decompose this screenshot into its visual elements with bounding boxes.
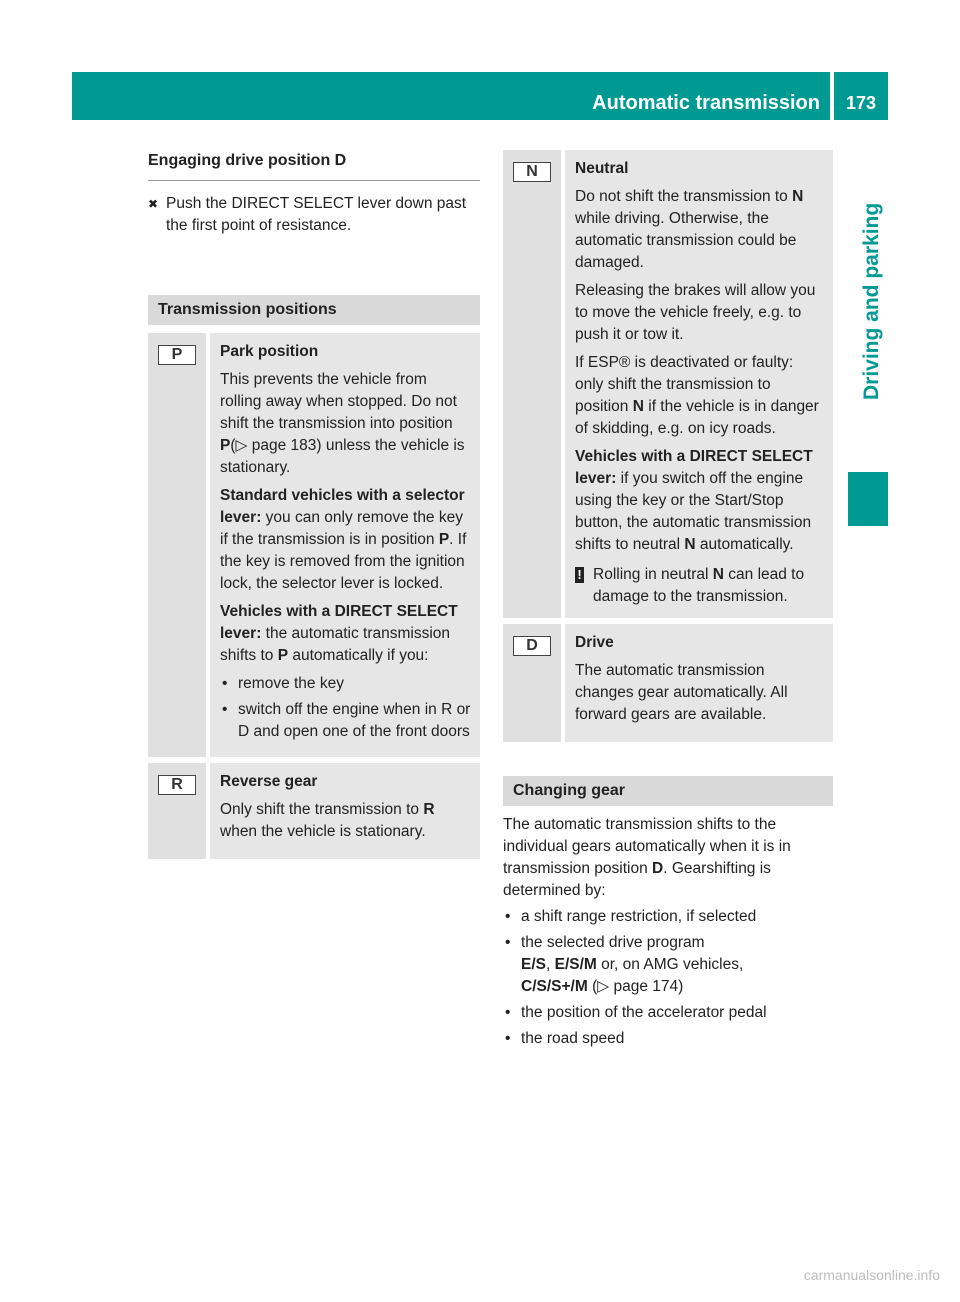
- positions-heading: Transmission positions: [148, 295, 480, 325]
- watermark: carmanualsonline.info: [803, 1267, 940, 1283]
- neutral-row: [503, 150, 833, 618]
- engaging-step-text: Push the DIRECT SELECT lever down past the first point of resistance.: [166, 195, 467, 234]
- section-side-tab: Driving and parking: [860, 202, 883, 400]
- neutral-title: Neutral: [575, 160, 629, 177]
- reverse-key-icon: R: [158, 775, 196, 795]
- drive-row: [503, 624, 833, 742]
- neutral-key-icon: N: [513, 162, 551, 182]
- list-item: • switch off the engine when in R or D and open one of the front doors: [222, 701, 471, 740]
- changing-heading: Changing gear: [503, 776, 833, 806]
- neutral-text-1: Do not shift the transmission to N while driving. Otherwise, the automatic transmission could be damaged.: [575, 188, 804, 271]
- reverse-title: Reverse gear: [220, 773, 318, 790]
- changing-intro: The automatic transmission shifts to the individual gears automatically when it is in transmission position D. Gearshifting is determined by:: [503, 816, 791, 899]
- drive-text: The automatic transmission changes gear automatically. All forward gears are available.: [575, 662, 788, 723]
- reverse-text: Only shift the transmission to R when the vehicle is stationary.: [220, 801, 435, 840]
- list-item: • remove the key: [222, 675, 344, 692]
- park-text-3: Vehicles with a DIRECT SELECT lever: the automatic transmission shifts to P automatically if you:: [220, 603, 458, 664]
- neutral-text-3: If ESP® is deactivated or faulty: only shift the transmission to position N if the vehicle is in danger of skidding, e.g. on icy roads.: [575, 354, 819, 437]
- list-item: • the road speed: [505, 1030, 625, 1047]
- park-title: Park position: [220, 343, 319, 360]
- reverse-row: [148, 763, 480, 859]
- list-item: • the position of the accelerator pedal: [505, 1004, 767, 1021]
- page-title: Automatic transmission: [592, 92, 820, 114]
- park-text-1: This prevents the vehicle from rolling away when stopped. Do not shift the transmission into position P(▷ page 183) unless the vehicle is stationary.: [220, 371, 465, 476]
- drive-key-icon: D: [513, 636, 551, 656]
- neutral-text-4: Vehicles with a DIRECT SELECT lever: if you switch off the engine using the key or the Start/Stop button, the automatic transmission shifts to neutral N automatically.: [575, 448, 813, 553]
- step-arrow-icon: ✖: [148, 197, 159, 211]
- right-column: [503, 150, 833, 1054]
- page-number: 173: [845, 93, 877, 113]
- list-item: • the selected drive program E/S, E/S/M or, on AMG vehicles, C/S/S+/M (▷ page 174): [505, 934, 744, 995]
- engaging-step: [148, 193, 480, 237]
- engaging-heading: Engaging drive position D: [148, 150, 480, 181]
- park-row: [148, 333, 480, 757]
- park-text-2: Standard vehicles with a selector lever: you can only remove the key if the transmission is in position P. If the key is removed from the ignition lock, the selector lever is locked.: [220, 487, 467, 592]
- left-column: [148, 150, 480, 865]
- neutral-text-2: Releasing the brakes will allow you to move the vehicle freely, e.g. to push it or tow it.: [575, 282, 816, 343]
- list-item: • a shift range restriction, if selected: [505, 908, 757, 925]
- warning-note: ! Rolling in neutral N can lead to damage to the transmission.: [575, 564, 825, 608]
- side-tab-marker: [848, 472, 888, 526]
- warning-icon: !: [575, 567, 584, 583]
- park-key-icon: P: [158, 345, 196, 365]
- drive-title: Drive: [575, 634, 614, 651]
